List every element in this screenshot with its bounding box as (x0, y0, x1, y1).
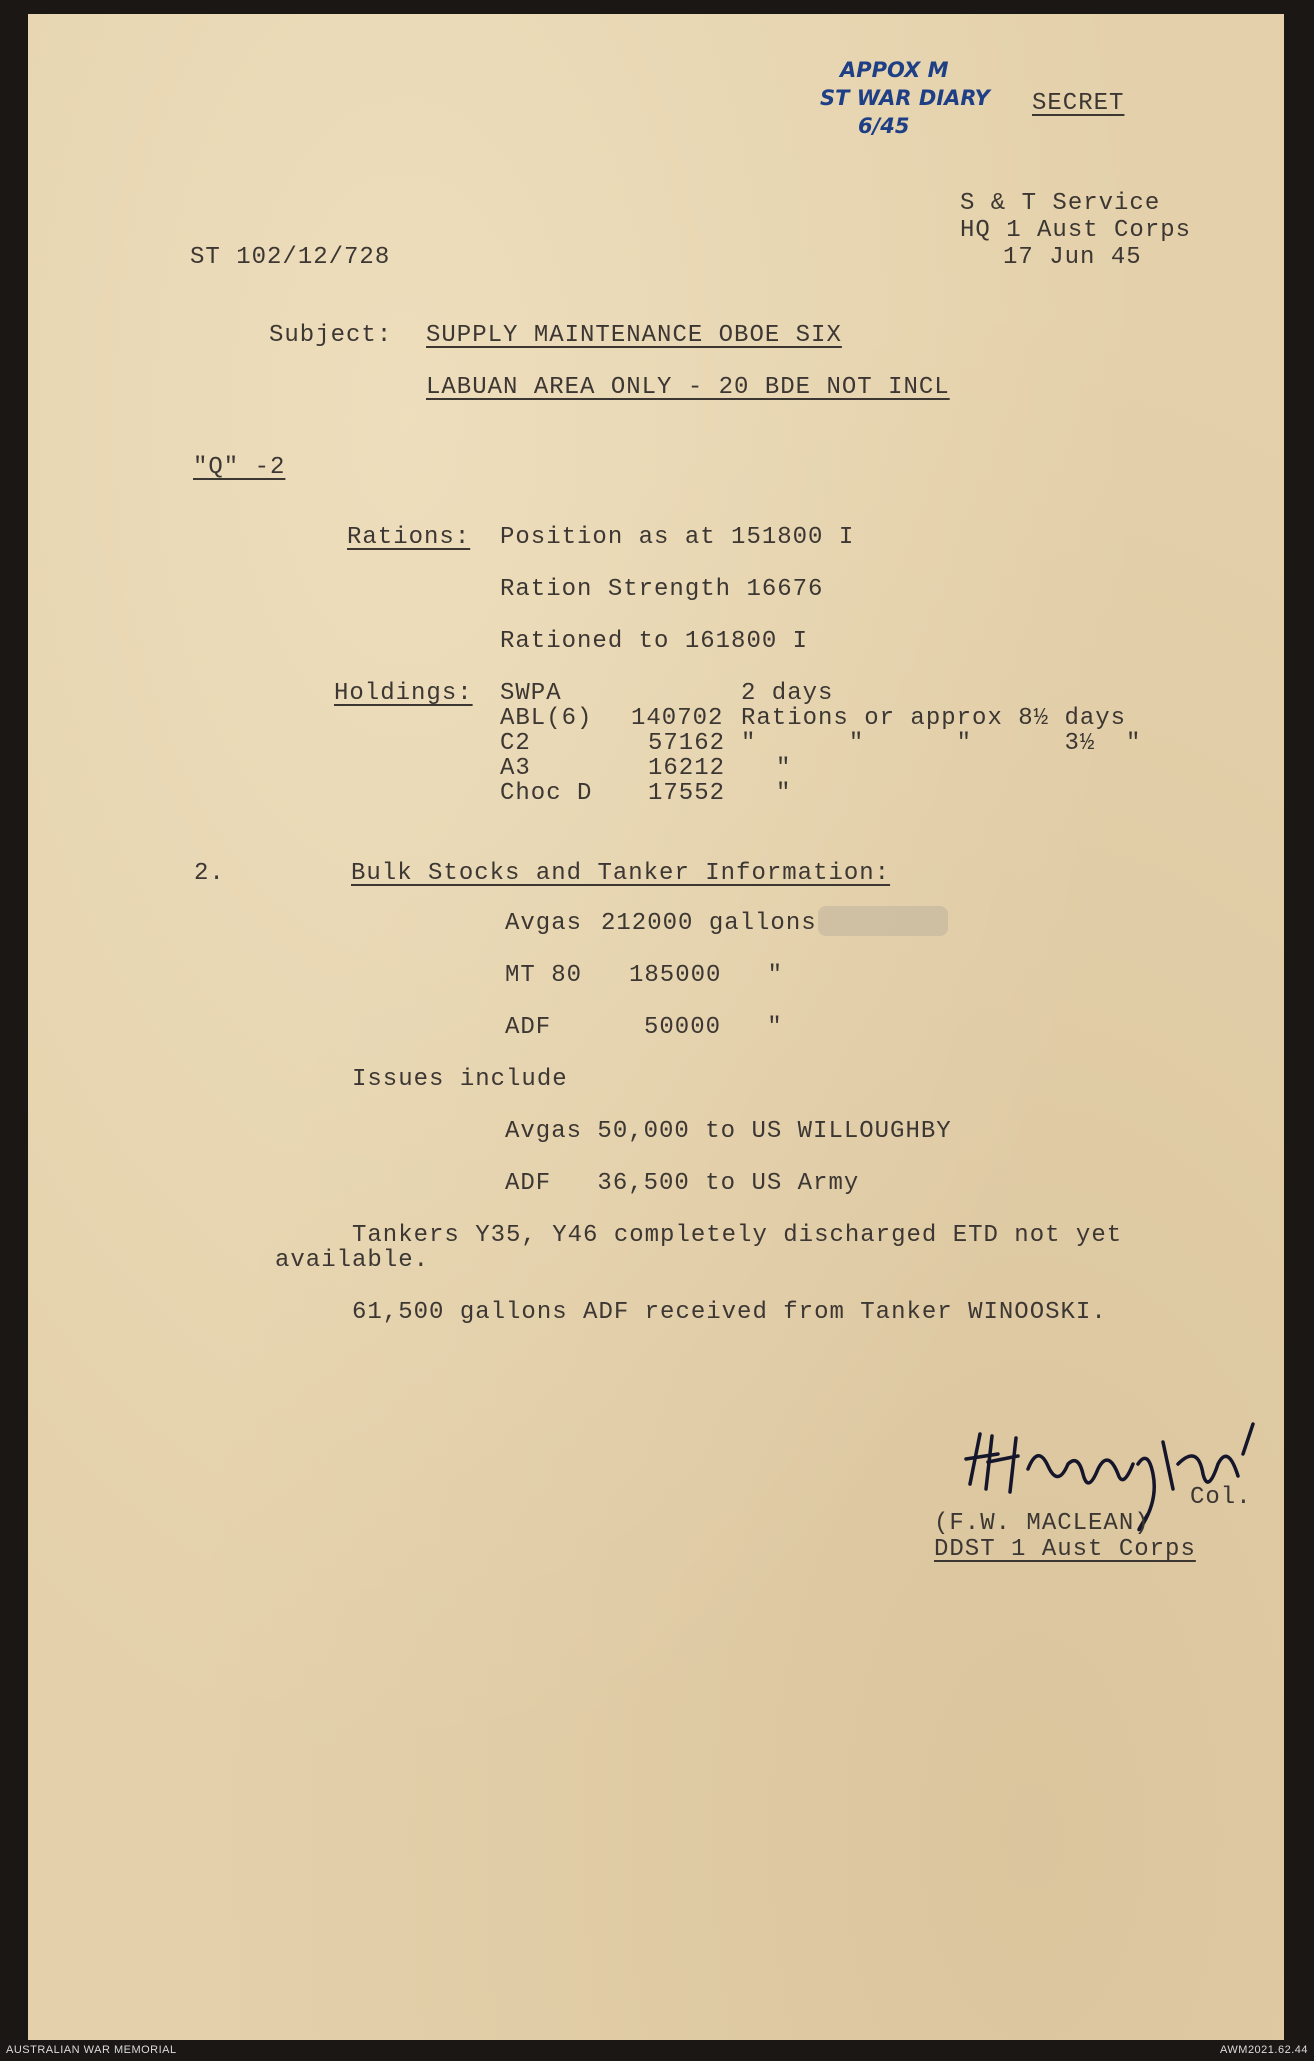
classification-label: SECRET (1032, 90, 1125, 117)
holdings-desc: " (776, 780, 792, 807)
holdings-desc: " (776, 755, 792, 782)
stock-item: ADF (505, 1014, 552, 1041)
footer-archive-name: AUSTRALIAN WAR MEMORIAL (6, 2044, 177, 2056)
holdings-item: C2 (500, 730, 531, 757)
addressee: "Q" -2 (193, 454, 286, 481)
received-line: 61,500 gallons ADF received from Tanker WINOOSKI. (352, 1299, 1107, 1326)
issue-line: ADF 36,500 to US Army (505, 1170, 860, 1197)
stock-amount: 212000 gallons (601, 910, 817, 937)
bulk-stocks-heading: Bulk Stocks and Tanker Information: (351, 860, 891, 887)
holdings-desc: " " " 3½ " (741, 730, 1142, 757)
reference-number: ST 102/12/728 (190, 244, 391, 271)
rations-label: Rations: (347, 524, 471, 551)
rations-position: Position as at 151800 I (500, 524, 855, 551)
stock-item: MT 80 (505, 962, 583, 989)
holdings-qty: 140702 (631, 705, 724, 732)
ink-smudge (818, 906, 948, 936)
stock-amount: 185000 " (629, 962, 784, 989)
rations-rationed-to: Rationed to 161800 I (500, 628, 809, 655)
sender-hq: HQ 1 Aust Corps (960, 217, 1192, 244)
subject-line-2: LABUAN AREA ONLY - 20 BDE NOT INCL (426, 374, 950, 401)
holdings-item: A3 (500, 755, 531, 782)
holdings-label: Holdings: (334, 680, 473, 707)
holdings-item: ABL(6) (500, 705, 593, 732)
section-number: 2. (194, 860, 225, 887)
tankers-line-1: Tankers Y35, Y46 completely discharged ETD not yet (352, 1222, 1123, 1249)
handwritten-note-line-2: ST WAR DIARY (820, 86, 990, 110)
document-page (28, 14, 1284, 2040)
signatory-title: DDST 1 Aust Corps (934, 1536, 1196, 1563)
handwritten-note-line-1: APPOX M (840, 58, 949, 82)
tankers-line-2: available. (275, 1247, 430, 1274)
issue-line: Avgas 50,000 to US WILLOUGHBY (505, 1118, 952, 1145)
stock-amount: 50000 " (644, 1014, 783, 1041)
stock-item: Avgas (505, 910, 583, 937)
rations-strength: Ration Strength 16676 (500, 576, 824, 603)
holdings-qty: 17552 (648, 780, 726, 807)
holdings-qty: 16212 (648, 755, 726, 782)
sender-unit: S & T Service (960, 190, 1161, 217)
document-date: 17 Jun 45 (1003, 244, 1142, 271)
holdings-item: Choc D (500, 780, 593, 807)
holdings-item: SWPA (500, 680, 562, 707)
footer-accession-number: AWM2021.62.44 (1219, 2044, 1308, 2056)
holdings-desc: 2 days (741, 680, 834, 707)
handwritten-note-line-3: 6/45 (858, 114, 910, 138)
subject-line-1: SUPPLY MAINTENANCE OBOE SIX (426, 322, 842, 349)
holdings-desc: Rations or approx 8½ days (741, 705, 1127, 732)
issues-label: Issues include (352, 1066, 568, 1093)
subject-label: Subject: (269, 322, 393, 349)
signatory-name: (F.W. MACLEAN) (934, 1510, 1150, 1537)
holdings-qty: 57162 (648, 730, 726, 757)
signatory-rank: Col. (1190, 1484, 1252, 1511)
